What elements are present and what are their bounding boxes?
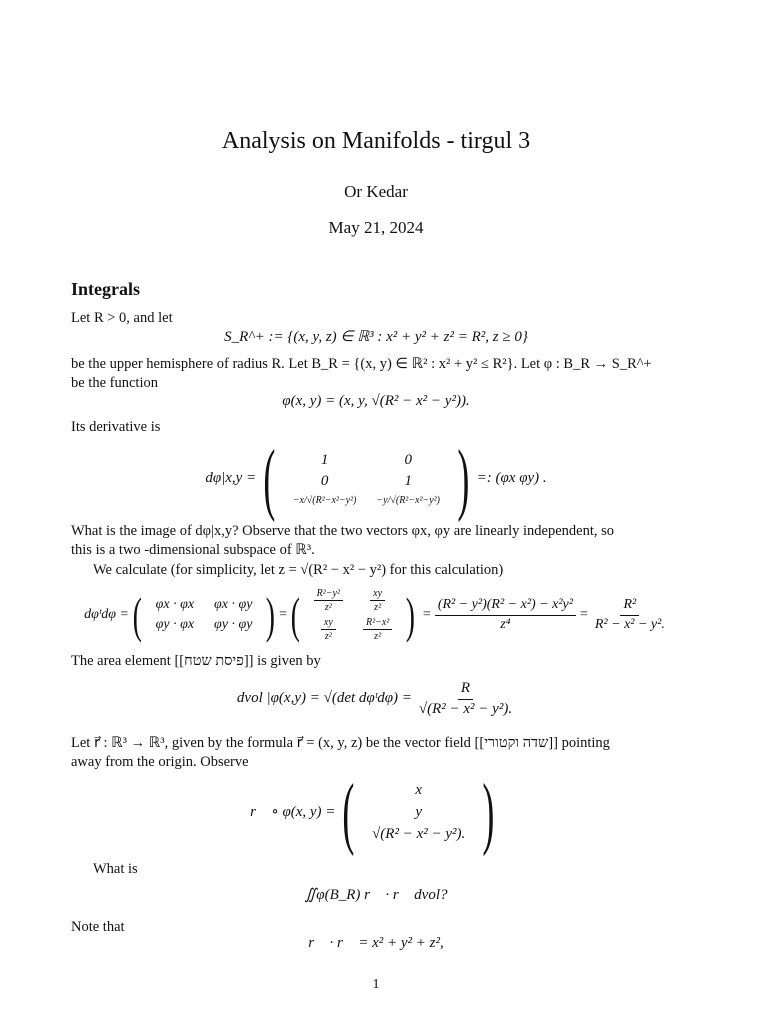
- paragraph-vector-field: [71, 734, 681, 772]
- paragraph-we-calculate: We calculate (for simplicity, let z = √(R² − x² − y²) for this calculation): [93, 562, 504, 578]
- fraction-simplified: [592, 596, 668, 634]
- right-paren: ): [482, 769, 495, 857]
- equation-phi-definition: φ(x, y) = (x, y, √(R² − x² − y²)).: [282, 393, 470, 409]
- left-paren: (: [132, 587, 142, 643]
- metric-matrix-dot: [146, 595, 263, 636]
- equation-surface-integral: ∬φ(B_R) r⃗ · r⃗ dvol?: [304, 887, 448, 904]
- right-paren: ): [266, 587, 276, 643]
- equation-lhs: r⃗ ∘ φ(x, y) =: [250, 804, 336, 821]
- left-paren: (: [263, 435, 276, 523]
- paragraph-area-element: The area element [[פיסת שטח]] is given by: [71, 653, 321, 669]
- equation-derivative-matrix: [71, 435, 681, 523]
- document-page: [71, 0, 681, 1024]
- paragraph-derivative: Its derivative is: [71, 419, 161, 435]
- matrix-cell: $\frac{\text{R²−x²}}{\text{z²}}$: [353, 615, 402, 644]
- equation-dot-product: r⃗ · r⃗ = x² + y² + z²,: [308, 935, 444, 951]
- paragraph-line: What is the image of dφ|x,y? Observe that the two vectors φx, φy are linearly independent, so: [71, 523, 614, 539]
- matrix-cell: $\frac{xy}{\text{z²}}$: [304, 615, 353, 644]
- equation-volume-element: [71, 676, 681, 722]
- document-date: May 21, 2024: [328, 218, 424, 237]
- fraction-numerator: R: [458, 679, 473, 700]
- matrix-cell: 1: [320, 451, 329, 468]
- fraction-numerator: (R² − y²)(R² − x²) − x²y²: [435, 596, 576, 615]
- equation-hemisphere: S_R^+ := {(x, y, z) ∈ ℝ³ : x² + y² + z² = R², z ≥ 0}: [224, 329, 528, 345]
- matrix-cell: φy · φy: [214, 617, 253, 632]
- right-paren: ): [457, 435, 470, 523]
- matrix-cell: φx · φx: [155, 596, 195, 612]
- left-paren: (: [342, 769, 355, 857]
- fraction-denominator: R² − x² − y².: [594, 616, 665, 632]
- vector-entry: x: [415, 782, 422, 799]
- equation-lhs: dφ|x,y =: [205, 470, 257, 487]
- paragraph-note-that: Note that: [71, 919, 125, 935]
- left-paren: (: [290, 587, 300, 643]
- paragraph-line: be the upper hemisphere of radius R. Let B_R = {(x, y) ∈ ℝ² : x² + y² ≤ R²}. Let φ : B_R → S_R^+: [71, 356, 652, 372]
- matrix-cell: −y/√(R²−x²−y²): [376, 495, 440, 507]
- equation-lhs: dvol |φ(x,y) = √(det dφᵗdφ) =: [236, 690, 412, 707]
- paragraph-line: Let r⃗ : ℝ³ → ℝ³, given by the formula r⃗ = (x, y, z) be the vector field [[שדה וקטורי]] pointing: [71, 735, 610, 751]
- matrix-cell: 0: [404, 451, 412, 468]
- page-number: 1: [372, 977, 380, 992]
- matrix-cell: 0: [320, 473, 329, 490]
- equation-metric: [71, 587, 681, 643]
- paragraph-what-is: What is: [93, 861, 138, 877]
- document-title: Analysis on Manifolds - tirgul 3: [221, 128, 531, 154]
- fraction-denominator: z⁴: [500, 616, 511, 632]
- paragraph-line: away from the origin. Observe: [71, 754, 249, 771]
- fraction-volume: [416, 679, 515, 720]
- paragraph-let-r: Let R > 0, and let: [71, 310, 173, 326]
- column-vector: [362, 780, 475, 845]
- paragraph-image-question: [71, 522, 681, 560]
- fraction-numerator: R²: [620, 596, 639, 615]
- matrix-cell: $\frac{xy}{\text{z²}}$: [353, 586, 402, 615]
- matrix-cell: $\frac{\text{R²−y²}}{\text{z²}}$: [304, 586, 353, 615]
- equals-sign: =: [279, 606, 288, 622]
- equals-sign: =: [422, 606, 431, 622]
- metric-matrix-explicit: [304, 586, 403, 645]
- matrix-cell: 1: [404, 473, 412, 490]
- paragraph-upper-hemisphere: [71, 355, 681, 393]
- matrix-cell: −x/√(R²−x²−y²): [292, 495, 357, 507]
- matrix-cell: φx · φy: [214, 596, 253, 612]
- matrix-cell: φy · φx: [155, 617, 195, 632]
- right-paren: ): [406, 587, 416, 643]
- document-author: Or Kedar: [344, 182, 408, 201]
- equation-lhs: dφᵗdφ =: [84, 606, 129, 622]
- fraction-determinant: [435, 596, 576, 634]
- equation-rhs: =: (φx φy) .: [476, 470, 547, 487]
- equation-vector-field-composition: [71, 769, 681, 857]
- fraction-denominator: √(R² − x² − y²).: [418, 700, 513, 717]
- vector-entry: y: [415, 804, 422, 821]
- section-heading-integrals: Integrals: [71, 279, 140, 299]
- paragraph-line: be the function: [71, 375, 158, 392]
- vector-entry: √(R² − x² − y²).: [372, 825, 466, 842]
- equals-sign: =: [579, 606, 588, 622]
- paragraph-line: this is a two -dimensional subspace of ℝ³.: [71, 542, 315, 559]
- derivative-matrix: [283, 450, 450, 509]
